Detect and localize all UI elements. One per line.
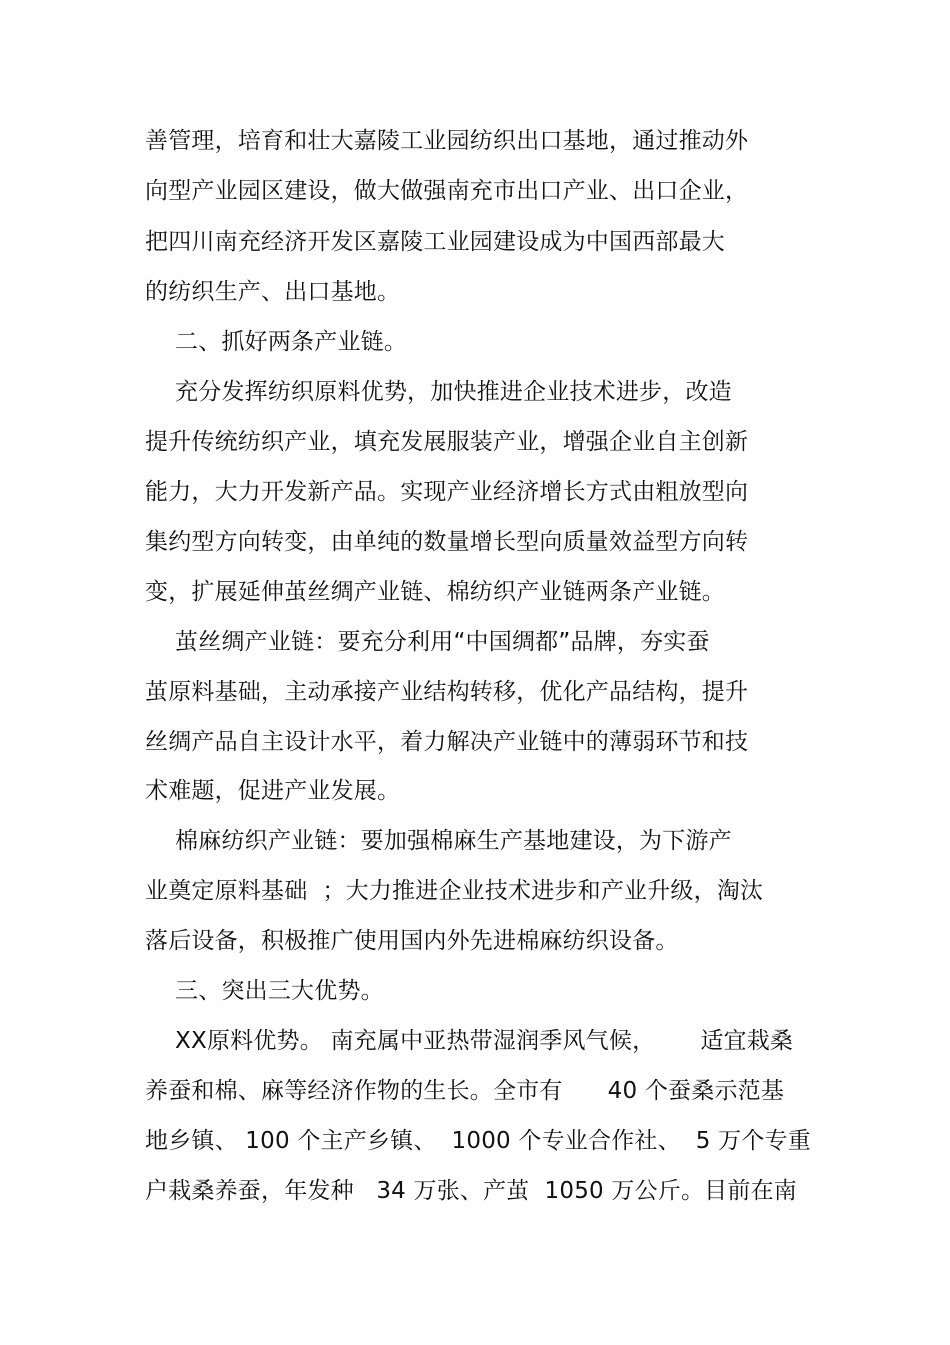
text-line: 提升传统纺织产业，填充发展服装产业，增强企业自主创新 — [145, 429, 749, 455]
text-line: 茧原料基础，主动承接产业结构转移，优化产品结构，提升 — [145, 679, 749, 705]
section-heading: 三、突出三大优势。 — [145, 978, 384, 1004]
text-line: 把四川南充经济开发区嘉陵工业园建设成为中国西部最大 — [145, 229, 725, 255]
text-line: 向型产业园区建设，做大做强南充市出口产业、出口企业， — [145, 178, 749, 204]
text-line: 的纺织生产、出口基地。 — [145, 279, 401, 305]
text-line: 术难题，促进产业发展。 — [145, 778, 401, 804]
text-line: XX原料优势。 南充属中亚热带湿润季风气候， 适宜栽桑 — [145, 1028, 794, 1054]
text-line: 能力，大力开发新产品。实现产业经济增长方式由粗放型向 — [145, 479, 749, 505]
text-line: 集约型方向转变，由单纯的数量增长型向质量效益型方向转 — [145, 529, 749, 555]
text-line: 地乡镇、 100 个主产乡镇、 1000 个专业合作社、 5 万个专重 — [145, 1128, 811, 1154]
text-line: 善管理，培育和壮大嘉陵工业园纺织出口基地，通过推动外 — [145, 128, 749, 154]
text-line: 充分发挥纺织原料优势，加快推进企业技术进步，改造 — [145, 379, 732, 405]
text-line: 丝绸产品自主设计水平，着力解决产业链中的薄弱环节和技 — [145, 729, 749, 755]
text-line: 茧丝绸产业链：要充分利用“中国绸都”品牌，夯实蚕 — [145, 629, 710, 655]
text-line: 棉麻纺织产业链：要加强棉麻生产基地建设，为下游产 — [145, 828, 732, 854]
text-line: 落后设备，积极推广使用国内外先进棉麻纺织设备。 — [145, 928, 679, 954]
section-heading: 二、抓好两条产业链。 — [145, 329, 408, 355]
text-line: 变，扩展延伸茧丝绸产业链、棉纺织产业链两条产业链。 — [145, 579, 725, 605]
text-line: 养蚕和棉、麻等经济作物的生长。全市有 40 个蚕桑示范基 — [145, 1078, 785, 1104]
text-line: 业奠定原料基础 ；大力推进企业技术进步和产业升级，淘汰 — [145, 878, 764, 904]
text-line: 户栽桑养蚕，年发种 34 万张、产茧 1050 万公斤。目前在南 — [145, 1178, 797, 1204]
